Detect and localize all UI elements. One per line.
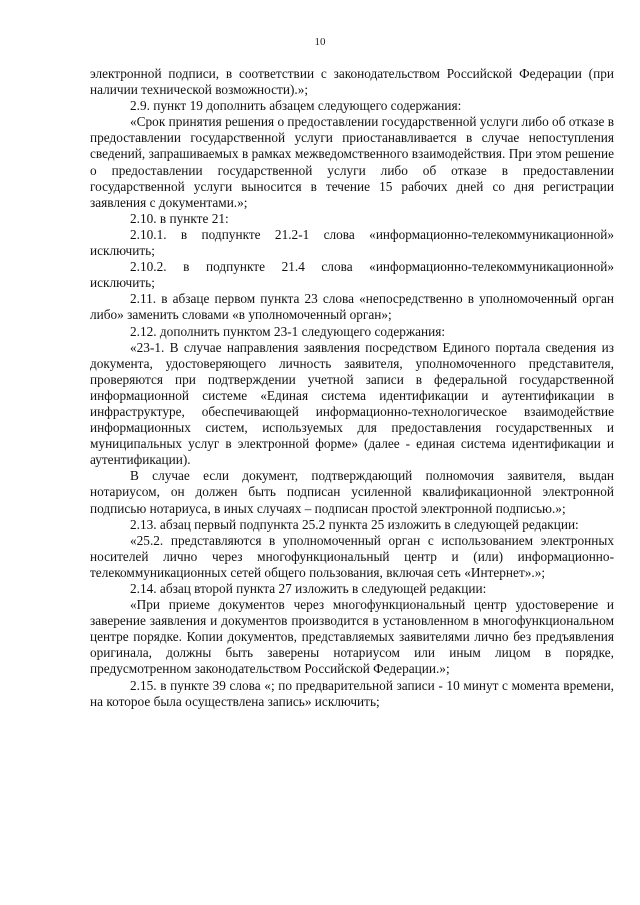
paragraph-2-10: 2.10. в пункте 21:	[130, 210, 229, 226]
paragraph-2-12: 2.12. дополнить пунктом 23-1 следующего содержания:	[130, 323, 446, 339]
paragraph-quote-23-1: «23-1. В случае направления заявления посредством Единого портала сведения из документа, удостоверяющего личность заявителя, уполномоченного представителя, проверяются при подтверждении учетной записи в федеральной государственной информационной системе «Единая система идентификации и аутентификации в инфраструктуре, обеспечивающей информационно-технологическое взаимодействие информационных систем, используемых для предоставления государственных и муниципальных услуг в электронной форме» (далее - единая система идентификации и аутентификации).	[90, 339, 614, 468]
paragraph-2-9: 2.9. пункт 19 дополнить абзацем следующего содержания:	[130, 98, 462, 114]
paragraph-quote-25-2: «25.2. представляются в уполномоченный орган с использованием электронных носителей лично через многофункциональный центр и (или) информационно-телекоммуникационных сетей общего пользования, включая сеть «Интернет».»;	[90, 532, 614, 580]
document-body	[90, 66, 614, 710]
paragraph-2-14: 2.14. абзац второй пункта 27 изложить в следующей редакции:	[130, 581, 487, 596]
paragraph-continuation: электронной подписи, в соответствии с законодательством Российской Федерации (при наличии технической возможности).»;	[90, 66, 614, 98]
paragraph-2-10-2: 2.10.2. в подпункте 21.4 слова «информационно-телекоммуникационной» исключить;	[90, 259, 614, 291]
paragraph-notary: В случае если документ, подтверждающий полномочия заявителя, выдан нотариусом, он должен быть подписан усиленной квалификационной электронной подписью нотариуса, в иных случаях – подписан простой электронной подписью.»;	[90, 468, 614, 516]
page-number: 10	[314, 36, 326, 48]
paragraph-2-13: 2.13. абзац первый подпункта 25.2 пункта 25 изложить в следующей редакции:	[130, 516, 579, 532]
paragraph-quote-19: «Срок принятия решения о предоставлении государственной услуги либо об отказе в предоставлении государственной услуги приостанавливается в случае непоступления сведений, запрашиваемых в рамках межведомственного взаимодействия. При этом решение о предоставлении государственной услуги либо об отказе в предоставлении государственной услуги выносится в течение 15 рабочих дней со дня регистрации заявления с документами.»;	[90, 114, 614, 210]
paragraph-2-15: 2.15. в пункте 39 слова «; по предварительной записи - 10 минут с момента времени, на которое была осуществлена запись» исключить;	[90, 677, 614, 709]
paragraph-2-10-1: 2.10.1. в подпункте 21.2-1 слова «информационно-телекоммуникационной» исключить;	[90, 226, 614, 259]
paragraph-quote-27: «При приеме документов через многофункциональный центр удостоверение и заверение заявления и документов производится в установленном в многофункциональном центре порядке. Копии документов, представляемых заявителями лично без предъявления оригинала, должны быть заверены нотариусом или иным лицом в порядке, предусмотренном законодательством Российской Федерации.»;	[90, 597, 614, 677]
paragraph-2-11: 2.11. в абзаце первом пункта 23 слова «непосредственно в уполномоченный орган либо» заменить словами «в уполномоченный орган»;	[90, 291, 614, 323]
